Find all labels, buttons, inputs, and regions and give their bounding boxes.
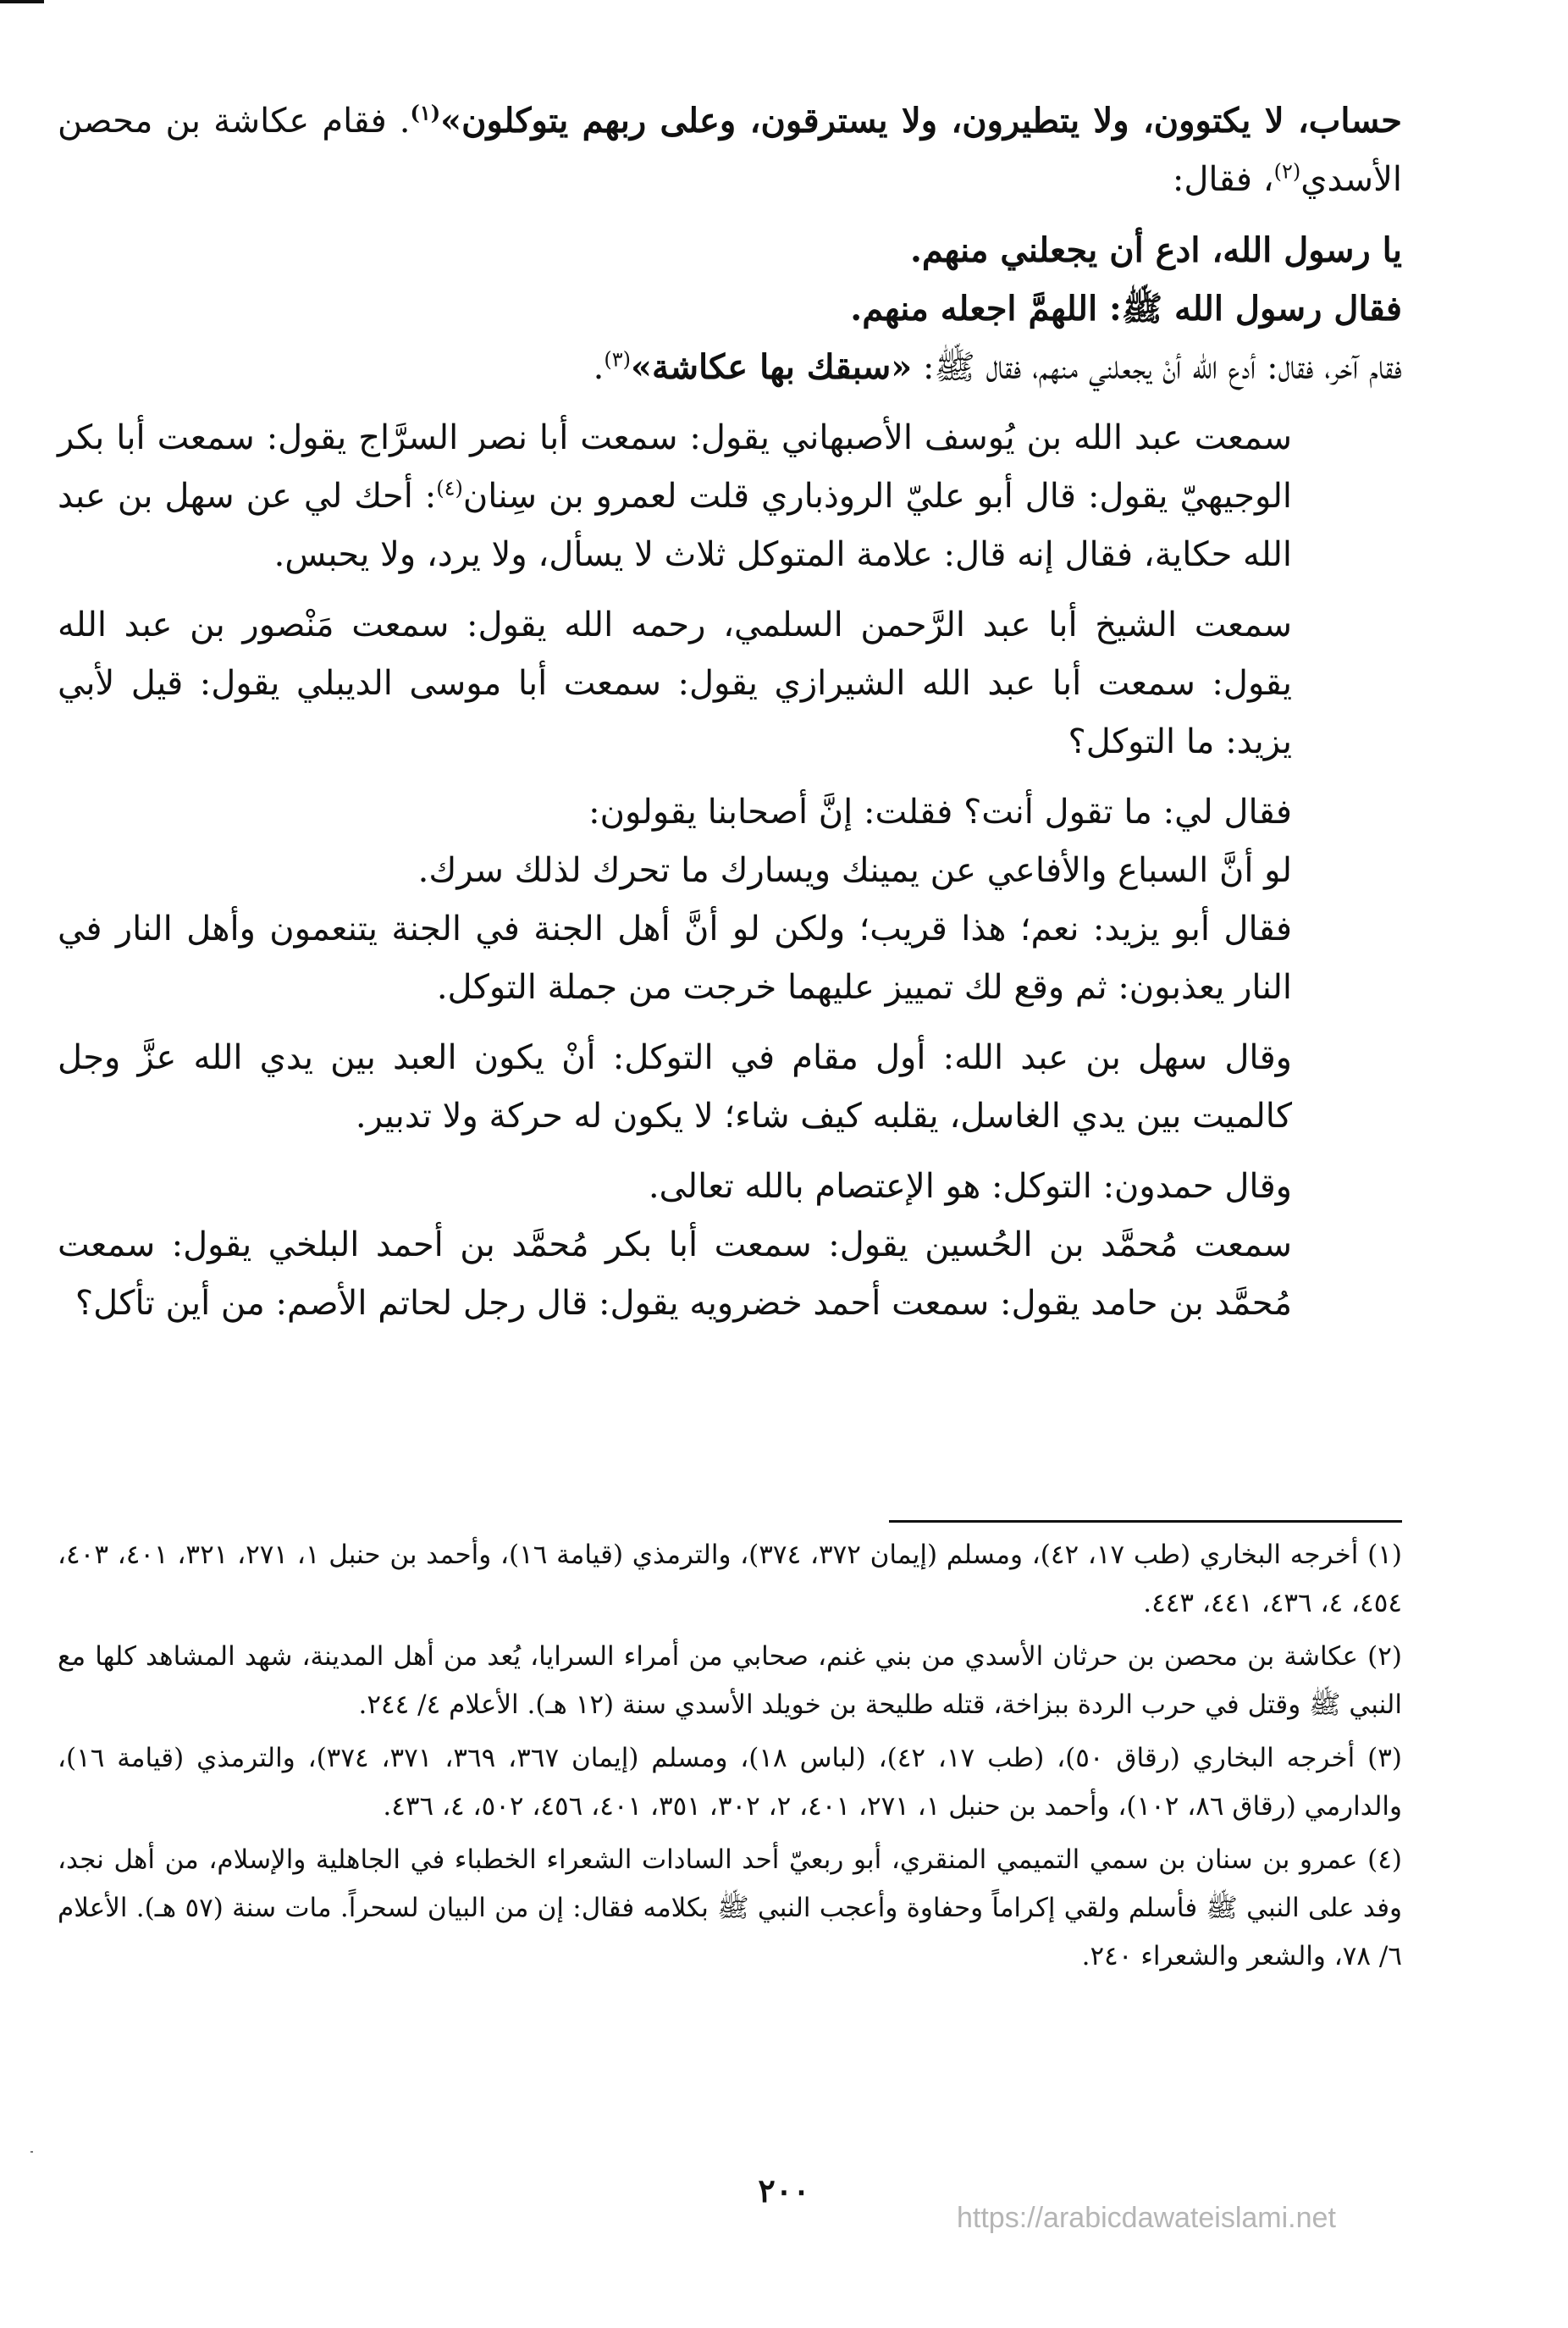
main-text [58, 91, 1402, 1333]
paragraph: وقال سهل بن عبد الله: أول مقام في التوكل: أنْ يكون العبد بين يدي الله عزَّ وجل كالميت بين يدي الغاسل، يقلبه كيف شاء؛ لا يكون له حركة ولا تدبير. [58, 1038, 1292, 1136]
footnote: (٤) عمرو بن سنان بن سمي التميمي المنقري، أبو ربعيّ أحد السادات الشعراء الخطباء في الجاهلية والإسلام، من أهل نجد، وفد على النبي ﷺ فأسلم ولقي إكراماً وحفاوة وأعجب النبي ﷺ بكلامه فقال: إن من البيان لسحراً. مات سنة (٥٧ هـ). الأعلام ٦/ ٧٨، والشعر والشعراء ٢٤٠. [58, 1844, 1402, 1971]
paragraph: فقال لي: ما تقول أنت؟ فقلت: إنَّ أصحابنا يقولون: [588, 793, 1292, 832]
footnotes [58, 1531, 1402, 1981]
margin-speck [30, 2151, 33, 2153]
page-number: ٢٠٠ [758, 2171, 810, 2209]
paragraph: يا رسول الله، ادع أن يجعلني منهم. [910, 230, 1402, 270]
paragraph: فقام آخر، فقال: أدع الله أنْ يجعلني منهم، فقال ﷺ: «سبقك بها عكاشة»$^{(٣)}$. [593, 347, 1402, 387]
paragraph: سمعت الشيخ أبا عبد الرَّحمن السلمي، رحمه الله يقول: سمعت مَنْصور بن عبد الله يقول: سمعت أبا عبد الله الشيرازي يقول: سمعت أبا موسى الديبلي يقول: قيل لأبي يزيد: ما التوكل؟ [58, 606, 1292, 761]
paragraph: فقال رسول الله ﷺ: اللهمَّ اجعله منهم. [850, 289, 1402, 329]
watermark: https://arabicdawateislami.net [957, 2202, 1336, 2234]
paragraph: سمعت عبد الله بن يُوسف الأصبهاني يقول: سمعت أبا نصر السرَّاج يقول: سمعت أبا بكر الوجيهيّ يقول: قال أبو عليّ الروذباري قلت لعمرو بن سِنان$^{(٤)}$: أحك لي عن سهل بن عبد الله حكاية، فقال إنه قال: علامة المتوكل ثلاث لا يسأل، ولا يرد، ولا يحبس. [58, 418, 1292, 574]
paragraph: فقال أبو يزيد: نعم؛ هذا قريب؛ ولكن لو أنَّ أهل الجنة في الجنة يتنعمون وأهل النار في النار يعذبون: ثم وقع لك تمييز عليهما خرجت من جملة التوكل. [58, 910, 1292, 1007]
footnote: (١) أخرجه البخاري (طب ١٧، ٤٢)، ومسلم (إيمان ٣٧٢، ٣٧٤)، والترمذي (قيامة ١٦)، وأحمد بن حنبل ١، ٢٧١، ٣٢١، ٤٠١، ٤٠٣، ٤٥٤، ٤، ٤٣٦، ٤٤١، ٤٤٣. [58, 1540, 1403, 1618]
paragraph: حساب، لا يكتوون، ولا يتطيرون، ولا يسترقون، وعلى ربهم يتوكلون»$^{(١)}$. فقام عكاشة بن محصن الأسدي$^{(٢)}$، فقال: [58, 100, 1403, 199]
footnote-divider [889, 1520, 1402, 1523]
paragraph: سمعت مُحمَّد بن الحُسين يقول: سمعت أبا بكر مُحمَّد بن أحمد البلخي يقول: سمعت مُحمَّد بن حامد يقول: سمعت أحمد خضرويه يقول: قال رجل لحاتم الأصم: من أين تأكل؟ [58, 1225, 1292, 1323]
paragraph: لو أنَّ السباع والأفاعي عن يمينك ويسارك ما تحرك لذلك سرك. [417, 851, 1292, 890]
scan-corner-mark [0, 0, 44, 3]
footnote: (٢) عكاشة بن محصن بن حرثان الأسدي من بني غنم، صحابي من أمراء السرايا، يُعد من أهل المدينة، شهد المشاهد كلها مع النبي ﷺ وقتل في حرب الردة ببزاخة، قتله طليحة بن خويلد الأسدي سنة (١٢ هـ). الأعلام ٤/ ٢٤٤. [58, 1641, 1402, 1720]
paragraph: وقال حمدون: التوكل: هو الإعتصام بالله تعالى. [648, 1167, 1292, 1206]
footnote: (٣) أخرجه البخاري (رقاق ٥٠)، (طب ١٧، ٤٢)، (لباس ١٨)، ومسلم (إيمان ٣٦٧، ٣٦٩، ٣٧١، ٣٧٤)، والترمذي (قيامة ١٦)، والدارمي (رقاق ٨٦، ١٠٢)، وأحمد بن حنبل ١، ٢٧١، ٤٠١، ٢، ٣٠٢، ٣٥١، ٤٠١، ٤٥٦، ٥٠٢، ٤، ٤٣٦. [58, 1743, 1403, 1822]
